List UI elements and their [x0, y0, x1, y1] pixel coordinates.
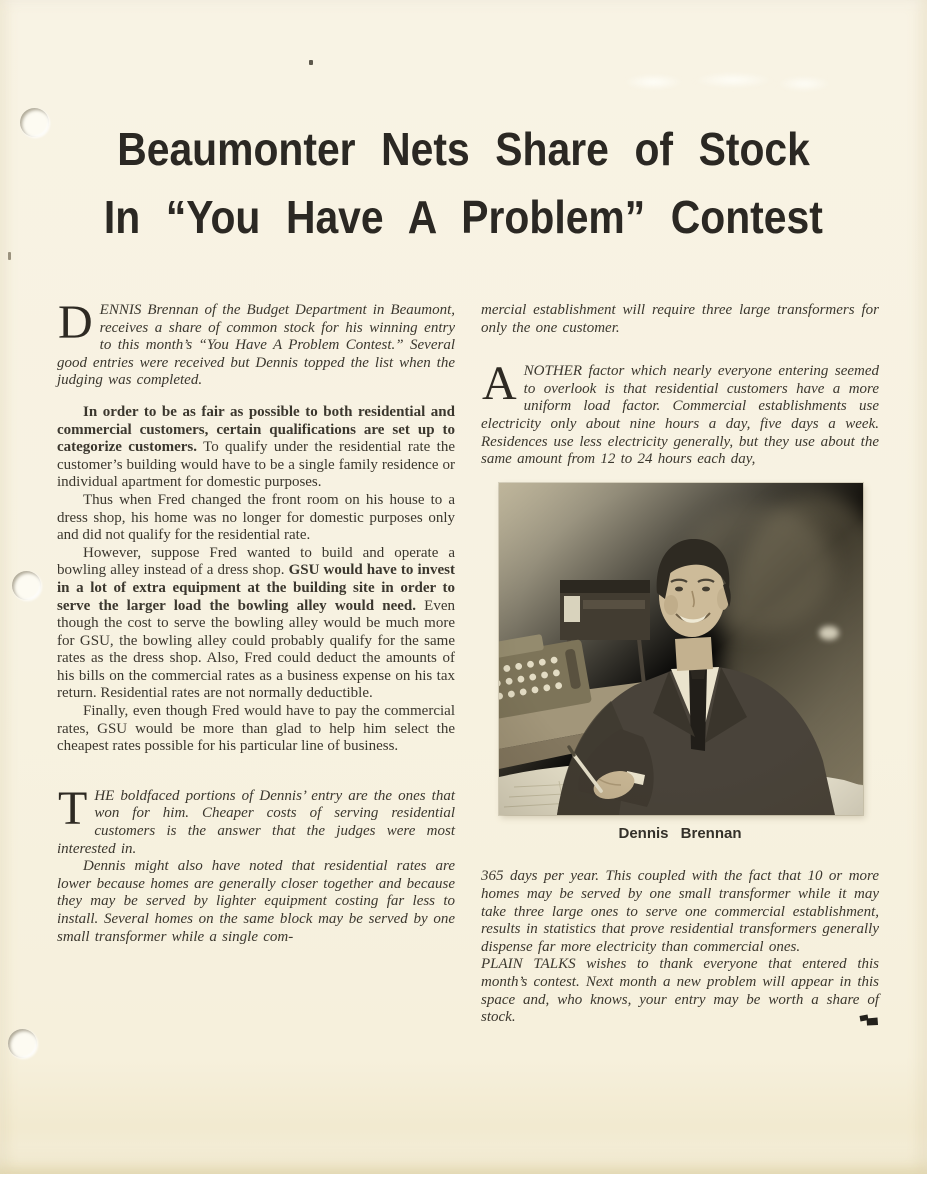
dennis-brennan-photo: [499, 483, 863, 815]
bowling-alley-paragraph: [57, 545, 455, 703]
bowling-rest-text: Even though the cost to serve the bowling alley would be much more for GSU, the bowling alley could probably qualify for the same rates as the dress shop. Also, Fred could deduct the amounts of his bills on the commercial rates as a business expense on his tax return. Residential rates are not normally deductible.: [57, 597, 455, 702]
plain-talks-closing-paragraph: [481, 956, 879, 1026]
qualifications-text: To qualify under the residential rate the customer’s building would have to be a single family residence or individual apartment for domestic purposes.: [57, 439, 455, 491]
end-mark-icon: [858, 1012, 879, 1032]
boldfaced-portions-paragraph: [57, 781, 455, 858]
spacer: [57, 756, 455, 788]
scan-speck: [8, 252, 11, 260]
boldfaced-text: HE boldfaced portions of Dennis’ entry are the ones that won for him. Cheaper costs of serving residential customers is the answer that the judges were most interested in.: [57, 787, 455, 857]
residential-rates-paragraph: Dennis might also have noted that residential rates are lower because homes are generally closer together and because they may be served by lighter equipment costing far less to install. Several homes on the same block may be served by one small transformer while a single com-: [57, 858, 455, 945]
punch-hole-middle: [12, 571, 41, 600]
headline-line-1: Beaumonter Nets Share of Stock: [117, 124, 810, 176]
headline-line-2: In “You Have A Problem” Contest: [104, 192, 823, 244]
punch-hole-bottom: [8, 1029, 37, 1058]
dropcap-d: D: [58, 296, 93, 349]
commercial-rates-paragraph: Finally, even though Fred would have to pay the commercial rates, GSU would be more than glad to help him select the cheapest rates possible for his particular line of business.: [57, 703, 455, 755]
qualifications-bold-text: In order to be as fair as possible to both residential and commercial customers, certain qualifications are set up to categorize customers.: [57, 403, 455, 456]
statistics-paragraph: 365 days per year. This coupled with the fact that 10 or more homes may be served by one small transformer while it may take three large ones to serve one commercial establishment, results in statistics that prove residential transformers generally dispense far more electricity than commercial ones.: [481, 868, 879, 955]
spacer: [481, 842, 879, 868]
article-body: [57, 296, 879, 1032]
dropcap-t: T: [58, 781, 88, 835]
photo-caption: Dennis Brennan: [618, 824, 742, 842]
page-title: [0, 0, 927, 252]
load-factor-paragraph: [481, 357, 879, 469]
bowling-start-text: However, suppose Fred wanted to build and operate a bowling alley instead of a dress shop.: [57, 544, 455, 579]
load-factor-text: NOTHER factor which nearly everyone entering seemed to overlook is that residential customers have a more uniform load factor. Commercial establishments use electricity only about nine hours a day, five days a week. Residences use less electricity generally, but they use about the same amount from 12 to 24 hours each day,: [481, 363, 879, 468]
bowling-bold-text: GSU would have to invest in a lot of extra equipment at the building site in order to serve the larger load the bowling alley would need.: [57, 562, 455, 614]
right-column: [481, 302, 879, 1032]
spacer: [57, 390, 455, 404]
spacer: [481, 337, 879, 363]
dropcap-a: A: [482, 357, 517, 411]
transformers-continuation-paragraph: mercial establishment will require three large transformers for only the one customer.: [481, 302, 879, 336]
intro-paragraph: [57, 296, 455, 390]
qualifications-paragraph: [57, 404, 455, 492]
closing-text: PLAIN TALKS wishes to thank everyone that entered this month’s contest. Next month a new problem will appear in this space and, who knows, your entry may be worth a share of stock.: [481, 956, 879, 1026]
intro-text: ENNIS Brennan of the Budget Department in Beaumont, receives a share of common stock for his winning entry to this month’s “You Have A Problem Contest.” Several good entries were received but Dennis topped the list when the judging was completed.: [57, 302, 455, 389]
dress-shop-paragraph: Thus when Fred changed the front room on his house to a dress shop, his home was no longer for domestic purposes only and did not qualify for the residential rate.: [57, 491, 455, 544]
left-column: [57, 296, 455, 1032]
